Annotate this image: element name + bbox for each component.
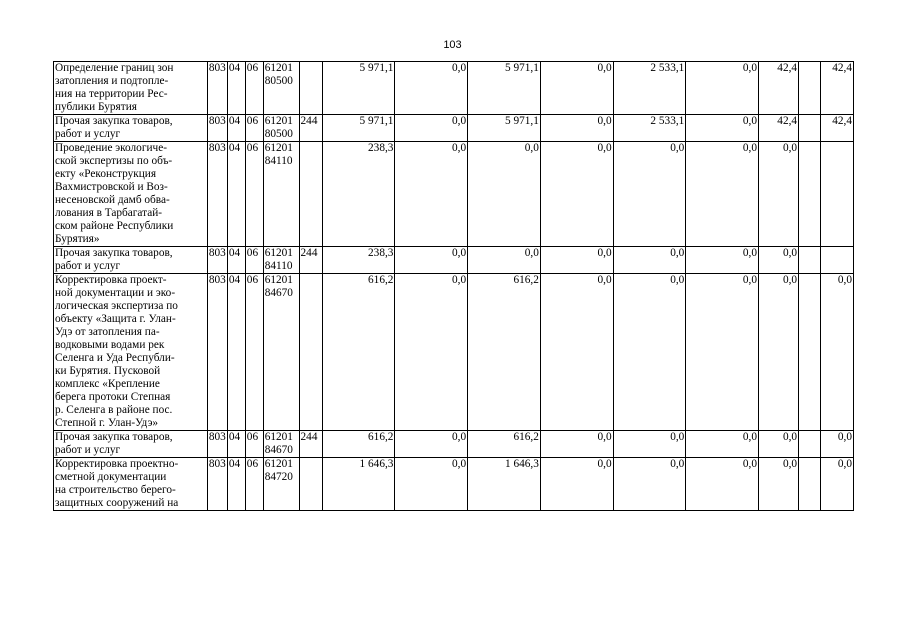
value-cell-2: 0,0 xyxy=(395,458,468,511)
value-cell-1: 616,2 xyxy=(322,431,395,458)
target-item-code-line: 61201 xyxy=(264,247,293,259)
budget-table xyxy=(53,61,854,511)
target-item-code-cell xyxy=(263,458,299,511)
item-name-line: Корректировка проектно- xyxy=(55,458,179,470)
value-cell-3: 5 971,1 xyxy=(468,62,541,115)
item-name-line: Определение границ зон xyxy=(55,62,174,74)
table-row xyxy=(54,142,854,247)
item-name-cell xyxy=(54,431,208,458)
subsection-code-cell: 06 xyxy=(245,458,263,511)
item-name-line: объекту «Защита г. Улан- xyxy=(55,313,176,325)
chief-admin-code-cell: 803 xyxy=(207,458,227,511)
item-name-line: затопления и подтопле- xyxy=(55,75,169,87)
subsection-code-cell: 06 xyxy=(245,115,263,142)
value-cell-7: 0,0 xyxy=(759,458,799,511)
table-row xyxy=(54,247,854,274)
value-cell-2: 0,0 xyxy=(395,431,468,458)
item-name-line: логическая экспертиза по xyxy=(55,300,178,312)
target-item-code-line: 84670 xyxy=(264,444,293,456)
target-item-code-line: 61201 xyxy=(264,274,293,286)
value-cell-3: 5 971,1 xyxy=(468,115,541,142)
chief-admin-code-cell: 803 xyxy=(207,247,227,274)
item-name-line: Корректировка проект- xyxy=(55,274,167,286)
value-cell-6: 0,0 xyxy=(686,115,759,142)
item-name-line: Бурятия» xyxy=(55,233,100,245)
section-code-cell: 04 xyxy=(227,431,245,458)
target-item-code-line: 84670 xyxy=(264,287,293,299)
subsection-code-cell: 06 xyxy=(245,142,263,247)
value-cell-6: 0,0 xyxy=(686,142,759,247)
value-cell-8: 0,0 xyxy=(821,458,854,511)
table-row xyxy=(54,431,854,458)
blank-cell xyxy=(799,431,821,458)
value-cell-3: 0,0 xyxy=(468,142,541,247)
value-cell-4: 0,0 xyxy=(540,115,613,142)
value-cell-8: 42,4 xyxy=(821,62,854,115)
value-cell-8 xyxy=(821,247,854,274)
item-name-line: комплекс «Крепление xyxy=(55,378,160,390)
section-code-cell: 04 xyxy=(227,247,245,274)
item-name-line: сметной документации xyxy=(55,471,167,483)
value-cell-1: 238,3 xyxy=(322,247,395,274)
value-cell-4: 0,0 xyxy=(540,247,613,274)
value-cell-3: 616,2 xyxy=(468,274,541,431)
target-item-code-line: 61201 xyxy=(264,115,293,127)
target-item-code-line: 61201 xyxy=(264,142,293,154)
subsection-code-cell: 06 xyxy=(245,274,263,431)
value-cell-2: 0,0 xyxy=(395,274,468,431)
value-cell-4: 0,0 xyxy=(540,62,613,115)
item-name-line: работ и услуг xyxy=(55,444,121,456)
target-item-code-line: 61201 xyxy=(264,431,293,443)
target-item-code-line: 61201 xyxy=(264,62,293,74)
section-code-cell: 04 xyxy=(227,115,245,142)
section-code-cell: 04 xyxy=(227,458,245,511)
value-cell-5: 0,0 xyxy=(613,431,686,458)
item-name-line: Прочая закупка товаров, xyxy=(55,247,173,259)
chief-admin-code-cell: 803 xyxy=(207,62,227,115)
item-name-line: водковыми водами рек xyxy=(55,339,165,351)
item-name-line: работ и услуг xyxy=(55,128,121,140)
item-name-cell xyxy=(54,115,208,142)
item-name-line: екту «Реконструкция xyxy=(55,168,157,180)
value-cell-5: 2 533,1 xyxy=(613,115,686,142)
value-cell-5: 0,0 xyxy=(613,274,686,431)
value-cell-3: 616,2 xyxy=(468,431,541,458)
item-name-cell xyxy=(54,142,208,247)
target-item-code-cell xyxy=(263,431,299,458)
value-cell-5: 0,0 xyxy=(613,142,686,247)
blank-cell xyxy=(799,62,821,115)
value-cell-7: 42,4 xyxy=(759,115,799,142)
value-cell-7: 0,0 xyxy=(759,274,799,431)
value-cell-1: 5 971,1 xyxy=(322,115,395,142)
item-name-line: р. Селенга в районе пос. xyxy=(55,404,173,416)
section-code-cell: 04 xyxy=(227,142,245,247)
table-body xyxy=(54,62,854,511)
value-cell-6: 0,0 xyxy=(686,274,759,431)
value-cell-3: 1 646,3 xyxy=(468,458,541,511)
item-name-line: лования в Тарбагатай- xyxy=(55,207,163,219)
value-cell-1: 1 646,3 xyxy=(322,458,395,511)
table-row xyxy=(54,62,854,115)
section-code-cell: 04 xyxy=(227,62,245,115)
value-cell-6: 0,0 xyxy=(686,431,759,458)
expense-type-code-cell: 244 xyxy=(299,247,322,274)
item-name-line: ной документации и эко- xyxy=(55,287,176,299)
item-name-line: берега протоки Степная xyxy=(55,391,171,403)
page-number: 103 xyxy=(443,39,462,51)
value-cell-4: 0,0 xyxy=(540,274,613,431)
value-cell-7: 42,4 xyxy=(759,62,799,115)
value-cell-6: 0,0 xyxy=(686,247,759,274)
item-name-line: ния на территории Рес- xyxy=(55,88,168,100)
target-item-code-cell xyxy=(263,247,299,274)
target-item-code-line: 84110 xyxy=(264,260,293,272)
chief-admin-code-cell: 803 xyxy=(207,431,227,458)
value-cell-2: 0,0 xyxy=(395,115,468,142)
target-item-code-line: 84720 xyxy=(264,471,293,483)
subsection-code-cell: 06 xyxy=(245,247,263,274)
value-cell-6: 0,0 xyxy=(686,62,759,115)
value-cell-4: 0,0 xyxy=(540,142,613,247)
item-name-line: ской экспертизы по объ- xyxy=(55,155,173,167)
value-cell-4: 0,0 xyxy=(540,458,613,511)
item-name-line: работ и услуг xyxy=(55,260,121,272)
item-name-line: Вахмистровской и Воз- xyxy=(55,181,168,193)
blank-cell xyxy=(799,274,821,431)
target-item-code-line: 80500 xyxy=(264,75,293,87)
chief-admin-code-cell: 803 xyxy=(207,142,227,247)
table-row xyxy=(54,274,854,431)
item-name-line: Селенга и Уда Республи- xyxy=(55,352,175,364)
value-cell-7: 0,0 xyxy=(759,142,799,247)
item-name-line: ском районе Республики xyxy=(55,220,174,232)
value-cell-5: 0,0 xyxy=(613,247,686,274)
item-name-line: Прочая закупка товаров, xyxy=(55,115,173,127)
expense-type-code-cell xyxy=(299,62,322,115)
value-cell-3: 0,0 xyxy=(468,247,541,274)
value-cell-2: 0,0 xyxy=(395,142,468,247)
expense-type-code-cell: 244 xyxy=(299,431,322,458)
value-cell-8: 0,0 xyxy=(821,431,854,458)
target-item-code-cell xyxy=(263,142,299,247)
section-code-cell: 04 xyxy=(227,274,245,431)
blank-cell xyxy=(799,115,821,142)
target-item-code-line: 84110 xyxy=(264,155,293,167)
subsection-code-cell: 06 xyxy=(245,431,263,458)
item-name-line: несеновской дамб обва- xyxy=(55,194,170,206)
item-name-line: Удэ от затопления па- xyxy=(55,326,160,338)
item-name-line: публики Бурятия xyxy=(55,101,137,113)
value-cell-7: 0,0 xyxy=(759,431,799,458)
value-cell-1: 616,2 xyxy=(322,274,395,431)
item-name-line: ки Бурятия. Пусковой xyxy=(55,365,161,377)
expense-type-code-cell: 244 xyxy=(299,115,322,142)
item-name-line: Прочая закупка товаров, xyxy=(55,431,173,443)
table-row xyxy=(54,115,854,142)
subsection-code-cell: 06 xyxy=(245,62,263,115)
value-cell-5: 2 533,1 xyxy=(613,62,686,115)
table-row xyxy=(54,458,854,511)
item-name-cell xyxy=(54,62,208,115)
expense-type-code-cell xyxy=(299,274,322,431)
blank-cell xyxy=(799,247,821,274)
value-cell-4: 0,0 xyxy=(540,431,613,458)
target-item-code-cell xyxy=(263,115,299,142)
value-cell-1: 238,3 xyxy=(322,142,395,247)
value-cell-8 xyxy=(821,142,854,247)
value-cell-5: 0,0 xyxy=(613,458,686,511)
target-item-code-cell xyxy=(263,62,299,115)
value-cell-2: 0,0 xyxy=(395,62,468,115)
item-name-line: на строительство берего- xyxy=(55,484,176,496)
target-item-code-cell xyxy=(263,274,299,431)
value-cell-7: 0,0 xyxy=(759,247,799,274)
chief-admin-code-cell: 803 xyxy=(207,115,227,142)
item-name-line: Степной г. Улан-Удэ» xyxy=(55,417,159,429)
value-cell-8: 0,0 xyxy=(821,274,854,431)
blank-cell xyxy=(799,458,821,511)
value-cell-8: 42,4 xyxy=(821,115,854,142)
value-cell-6: 0,0 xyxy=(686,458,759,511)
expense-type-code-cell xyxy=(299,458,322,511)
chief-admin-code-cell: 803 xyxy=(207,274,227,431)
value-cell-1: 5 971,1 xyxy=(322,62,395,115)
target-item-code-line: 61201 xyxy=(264,458,293,470)
blank-cell xyxy=(799,142,821,247)
expense-type-code-cell xyxy=(299,142,322,247)
item-name-cell xyxy=(54,458,208,511)
item-name-line: Проведение экологиче- xyxy=(55,142,167,154)
target-item-code-line: 80500 xyxy=(264,128,293,140)
item-name-cell xyxy=(54,274,208,431)
value-cell-2: 0,0 xyxy=(395,247,468,274)
item-name-cell xyxy=(54,247,208,274)
item-name-line: защитных сооружений на xyxy=(55,497,179,509)
